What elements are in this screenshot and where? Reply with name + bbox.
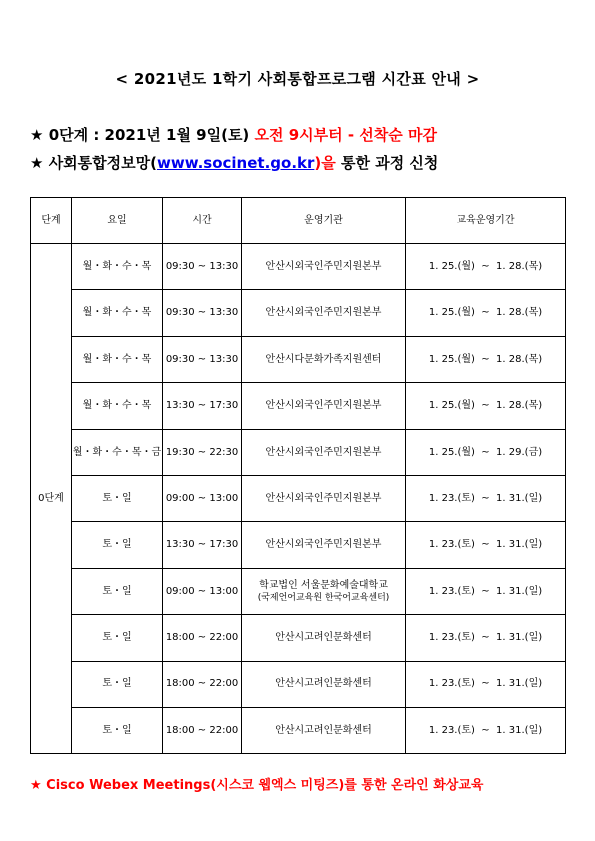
organization-name: 안산시외국인주민지원본부	[265, 539, 382, 551]
organization-cell	[242, 707, 406, 753]
table-row	[31, 661, 566, 707]
organization-subname: (국제언어교육원 한국어교육센터)	[257, 593, 390, 604]
table-row	[31, 429, 566, 475]
period-cell: 1. 23.(토) ~ 1. 31.(일)	[406, 568, 566, 614]
notice-site-label: 사회통합정보망(	[48, 154, 157, 172]
online-class-notice: ★ Cisco Webex Meetings(시스코 웹엑스 미팅즈)를 통한 온라인 화상교육	[30, 778, 484, 793]
star-icon: ★	[30, 126, 44, 144]
days-cell: 월・화・수・목	[72, 244, 163, 290]
days-cell: 월・화・수・목	[72, 290, 163, 336]
table-body	[31, 244, 566, 754]
organization-cell	[242, 244, 406, 290]
table-header-row	[31, 198, 566, 244]
table-row	[31, 522, 566, 568]
days-cell: 토・일	[72, 707, 163, 753]
time-cell: 19:30 ~ 22:30	[163, 429, 242, 475]
organization-name: 안산시고려인문화센터	[275, 632, 372, 644]
organization-cell	[242, 522, 406, 568]
column-header-stage: 단계	[31, 198, 72, 244]
period-cell: 1. 23.(토) ~ 1. 31.(일)	[406, 661, 566, 707]
organization-cell	[242, 661, 406, 707]
page-title: < 2021년도 1학기 사회통합프로그램 시간표 안내 >	[115, 70, 480, 88]
days-cell: 토・일	[72, 568, 163, 614]
days-cell: 토・일	[72, 475, 163, 521]
days-cell: 토・일	[72, 615, 163, 661]
organization-name: 안산시외국인주민지원본부	[265, 307, 382, 319]
period-cell: 1. 25.(월) ~ 1. 28.(목)	[406, 383, 566, 429]
organization-name: 안산시외국인주민지원본부	[265, 400, 382, 412]
organization-cell	[242, 568, 406, 614]
table-row	[31, 707, 566, 753]
period-cell: 1. 25.(월) ~ 1. 29.(금)	[406, 429, 566, 475]
time-cell: 09:30 ~ 13:30	[163, 336, 242, 382]
organization-name: 안산시외국인주민지원본부	[265, 446, 382, 458]
table-row	[31, 290, 566, 336]
days-cell: 월・화・수・목	[72, 383, 163, 429]
table-row	[31, 615, 566, 661]
socinet-link[interactable]: www.socinet.go.kr	[156, 154, 315, 172]
organization-name: 안산시고려인문화센터	[275, 724, 372, 736]
days-cell: 토・일	[72, 661, 163, 707]
organization-cell	[242, 615, 406, 661]
column-header-organization: 운영기관	[242, 198, 406, 244]
notice-site-suffix: )을	[314, 154, 336, 172]
organization-cell	[242, 383, 406, 429]
notice-date-text: 0단계 : 2021년 1월 9일(토)	[48, 126, 250, 144]
notice-registration-date	[30, 124, 437, 145]
organization-cell	[242, 475, 406, 521]
time-cell: 09:30 ~ 13:30	[163, 290, 242, 336]
organization-name: 안산시외국인주민지원본부	[265, 260, 382, 272]
table-row	[31, 336, 566, 382]
table-row	[31, 475, 566, 521]
notice-application-method	[30, 152, 438, 173]
table-row	[31, 568, 566, 614]
stage-cell: 0단계	[31, 244, 72, 754]
time-cell: 09:30 ~ 13:30	[163, 244, 242, 290]
period-cell: 1. 23.(토) ~ 1. 31.(일)	[406, 615, 566, 661]
table-row	[31, 244, 566, 290]
time-cell: 09:00 ~ 13:00	[163, 568, 242, 614]
organization-cell	[242, 336, 406, 382]
period-cell: 1. 25.(월) ~ 1. 28.(목)	[406, 336, 566, 382]
period-cell: 1. 23.(토) ~ 1. 31.(일)	[406, 707, 566, 753]
days-cell: 월・화・수・목	[72, 336, 163, 382]
notice-method-text: 통한 과정 신청	[341, 154, 439, 172]
time-cell: 18:00 ~ 22:00	[163, 661, 242, 707]
time-cell: 13:30 ~ 17:30	[163, 522, 242, 568]
organization-name: 안산시외국인주민지원본부	[265, 492, 382, 504]
organization-name: 학교법인 서울문화예술대학교	[259, 579, 388, 591]
period-cell: 1. 23.(토) ~ 1. 31.(일)	[406, 475, 566, 521]
time-cell: 18:00 ~ 22:00	[163, 615, 242, 661]
period-cell: 1. 25.(월) ~ 1. 28.(목)	[406, 244, 566, 290]
period-cell: 1. 23.(토) ~ 1. 31.(일)	[406, 522, 566, 568]
column-header-time: 시간	[163, 198, 242, 244]
notice-deadline-text: 오전 9시부터 - 선착순 마감	[254, 126, 437, 144]
organization-cell	[242, 290, 406, 336]
table-row	[31, 383, 566, 429]
column-header-days: 요일	[72, 198, 163, 244]
star-icon: ★	[30, 154, 44, 172]
days-cell: 월・화・수・목・금	[72, 429, 163, 475]
organization-name: 안산시고려인문화센터	[275, 678, 372, 690]
period-cell: 1. 25.(월) ~ 1. 28.(목)	[406, 290, 566, 336]
organization-name: 안산시다문화가족지원센터	[265, 353, 382, 365]
time-cell: 09:00 ~ 13:00	[163, 475, 242, 521]
time-cell: 13:30 ~ 17:30	[163, 383, 242, 429]
column-header-period: 교육운영기간	[406, 198, 566, 244]
schedule-table	[30, 197, 566, 754]
time-cell: 18:00 ~ 22:00	[163, 707, 242, 753]
organization-cell	[242, 429, 406, 475]
days-cell: 토・일	[72, 522, 163, 568]
